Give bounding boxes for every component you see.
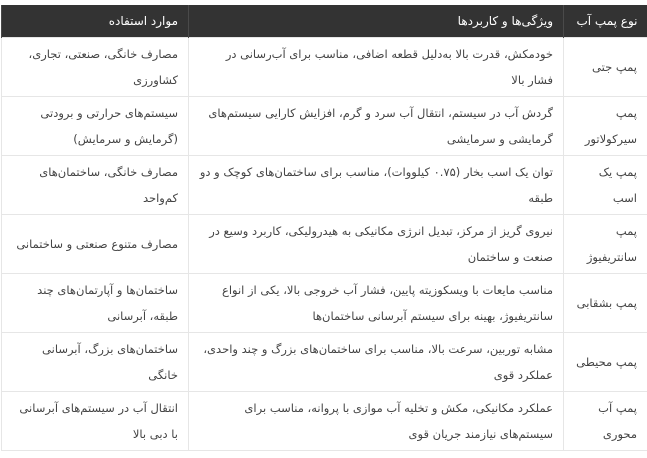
table-row <box>2 215 647 274</box>
features-cell: توان یک اسب بخار (۰.۷۵ کیلووات)، مناسب برای ساختمان‌های کوچک و دو طبقه <box>189 156 564 215</box>
table-row <box>2 156 647 215</box>
features-cell: مشابه توربین، سرعت بالا، مناسب برای ساختمان‌های بزرگ و چند واحدی، عملکرد قوی <box>189 333 564 392</box>
header-features: ویژگی‌ها و کاربردها <box>189 5 564 38</box>
table-row <box>2 392 647 451</box>
features-cell: گردش آب در سیستم، انتقال آب سرد و گرم، افزایش کارایی سیستم‌های گرمایشی و سرمایشی <box>189 97 564 156</box>
features-cell: مناسب مایعات با ویسکوزیته پایین، فشار آب خروجی بالا، یکی از انواع سانتریفیوژ، بهینه برای سیستم آبرسانی ساختمان‌ها <box>189 274 564 333</box>
applications-cell: مصارف خانگی، صنعتی، تجاری، کشاورزی <box>2 38 189 97</box>
table-row <box>2 97 647 156</box>
features-cell: نیروی گریز از مرکز، تبدیل انرژی مکانیکی به هیدرولیکی، کاربرد وسیع در صنعت و ساختمان <box>189 215 564 274</box>
header-applications: موارد استفاده <box>2 5 189 38</box>
header-pump-type: نوع پمپ آب <box>564 5 647 38</box>
pump-type-cell: پمپ محیطی <box>564 333 647 392</box>
pump-type-cell: پمپ سانتریفیوژ <box>564 215 647 274</box>
pump-comparison-table <box>1 5 647 451</box>
applications-cell: مصارف خانگی، ساختمان‌های کم‌واحد <box>2 156 189 215</box>
applications-cell: ساختمان‌های بزرگ، آبرسانی خانگی <box>2 333 189 392</box>
pump-type-cell: پمپ آب محوری <box>564 392 647 451</box>
pump-type-cell: پمپ سیرکولاتور <box>564 97 647 156</box>
applications-cell: مصارف متنوع صنعتی و ساختمانی <box>2 215 189 274</box>
table-row <box>2 38 647 97</box>
applications-cell: ساختمان‌ها و آپارتمان‌های چند طبقه، آبرسانی <box>2 274 189 333</box>
pump-type-cell: پمپ جتی <box>564 38 647 97</box>
pump-type-cell: پمپ یک اسب <box>564 156 647 215</box>
applications-cell: سیستم‌های حرارتی و برودتی (گرمایش و سرمایش) <box>2 97 189 156</box>
applications-cell: انتقال آب در سیستم‌های آبرسانی با دبی بالا <box>2 392 189 451</box>
table-row <box>2 274 647 333</box>
features-cell: خودمکش، قدرت بالا به‌دلیل قطعه اضافی، مناسب برای آب‌رسانی در فشار بالا <box>189 38 564 97</box>
pump-comparison-table-container <box>1 5 647 451</box>
table-header-row <box>2 5 647 38</box>
features-cell: عملکرد مکانیکی، مکش و تخلیه آب موازی با پروانه، مناسب برای سیستم‌های نیازمند جریان قوی <box>189 392 564 451</box>
table-row <box>2 333 647 392</box>
pump-type-cell: پمپ بشقابی <box>564 274 647 333</box>
